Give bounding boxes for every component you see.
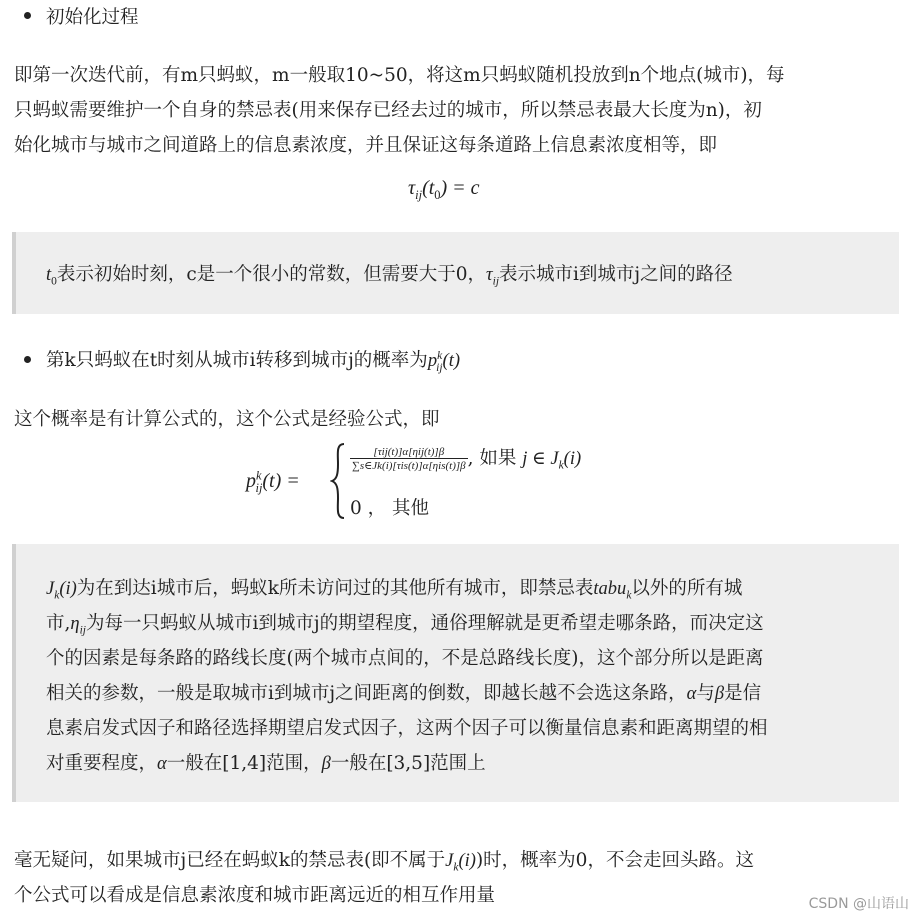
watermark: CSDN @山语山 <box>808 896 909 912</box>
case-1: $\frac{\text{[τij(t)]α[ηij(t)]β}}{\text{∑s∈Jk(i)[τis(t)]α[ηis(t)]β}}$ , 如果 j ∈ $J_k(i)$ <box>352 446 582 472</box>
quote-line: 对重要程度，α一般在[1,4]范围，β一般在[3,5]范围上 <box>46 753 486 774</box>
bullet-probability: 第k只蚂蚁在t时刻从城市i转移到城市j的概率为$p^k_{ij}(t)$ <box>46 349 460 374</box>
paragraph-line: 毫无疑问，如果城市j已经在蚂蚁k的禁忌表(即不属于$J_k(i)$)时，概率为0，不会走回头路。这 <box>14 850 754 874</box>
blockquote-explanation <box>12 544 899 802</box>
quote-line: $J_k(i)$为在到达i城市后，蚂蚁k所未访问过的其他所有城市，即禁忌表tabu$_k$以外的所有城 <box>46 578 743 602</box>
quote-line: 个的因素是每条路的路线长度(两个城市点间的，不是总路线长度)，这个部分所以是距离 <box>46 648 764 669</box>
formula-lhs: $p^k_{ij}(t)$ = <box>246 468 300 495</box>
bullet-initialization: 初始化过程 <box>46 7 139 28</box>
blockquote-t0 <box>12 232 899 314</box>
paragraph-line: 始化城市与城市之间道路上的信息素浓度，并且保证这每条道路上信息素浓度相等，即 <box>14 135 718 156</box>
probability-fraction: $\frac{\text{[τij(t)]α[ηij(t)]β}}{\text{∑s∈Jk(i)[τis(t)]α[ηis(t)]β}}$ <box>352 446 466 472</box>
quote-line: $t_0$表示初始时刻，c是一个很小的常数，但需要大于0，$\tau_{ij}$表示城市i到城市j之间的路径 <box>46 264 733 288</box>
paragraph-line: 个公式可以看成是信息素浓度和城市距离远近的相互作用量 <box>14 885 496 906</box>
paragraph-line: 只蚂蚁需要维护一个自身的禁忌表(用来保存已经去过的城市，所以禁忌表最大长度为n)，初 <box>14 100 762 121</box>
paragraph-line: 即第一次迭代前，有m只蚂蚁，m一般取10~50，将这m只蚂蚁随机投放到n个地点(城市)，每 <box>14 65 785 86</box>
quote-line: 息素启发式因子和路径选择期望启发式因子，这两个因子可以衡量信息素和距离期望的相 <box>46 718 768 739</box>
bullet-dot <box>24 12 31 19</box>
paragraph-line: 这个概率是有计算公式的，这个公式是经验公式，即 <box>14 409 440 430</box>
brace <box>330 442 346 520</box>
formula-probability <box>246 440 686 520</box>
bullet-dot <box>24 356 31 363</box>
quote-line: 市$,\eta_{ij}$为每一只蚂蚁从城市i到城市j的期望程度，通俗理解就是更希望走哪条路，而决定这 <box>46 613 764 637</box>
formula-init: $\tau_{ij}(t_0) = c$ <box>408 177 480 202</box>
case-2: 0 ， 其他 <box>350 498 430 519</box>
quote-line: 相关的参数，一般是取城市i到城市j之间距离的倒数，即越长越不会选这条路，α与β是信 <box>46 683 762 704</box>
